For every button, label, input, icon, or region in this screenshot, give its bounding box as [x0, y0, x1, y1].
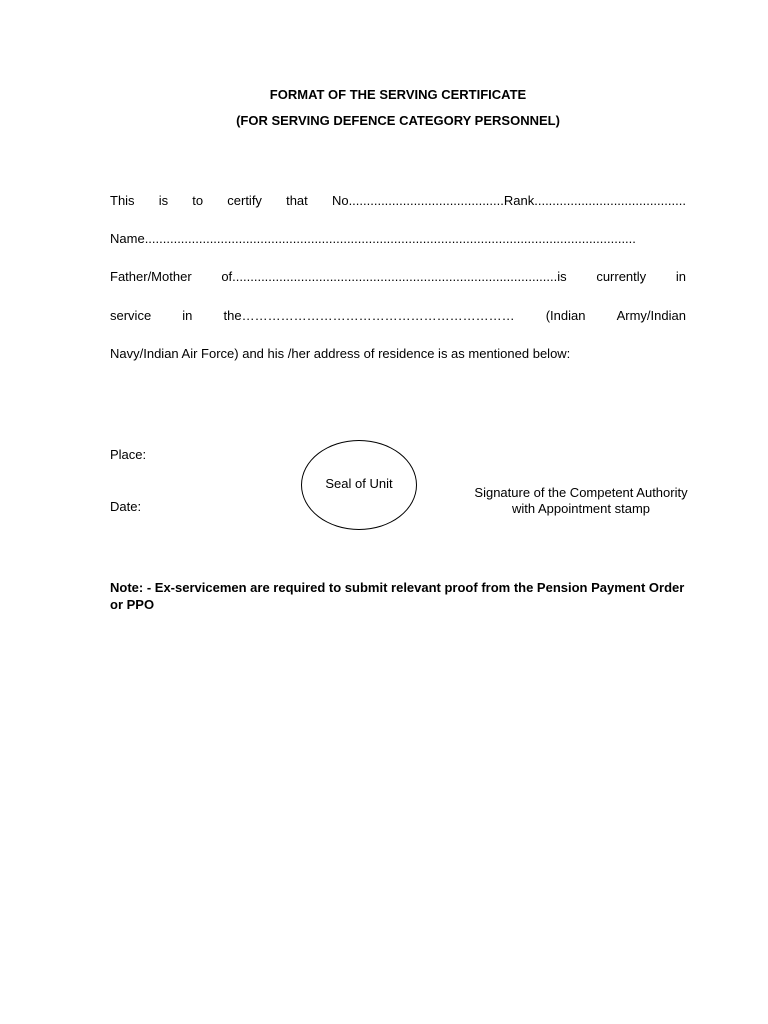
certificate-line-1 — [110, 193, 686, 208]
unit-blank: ……………………………………………………… — [241, 308, 515, 323]
signature-label-line-2: with Appointment stamp — [511, 501, 651, 516]
body-word: This — [110, 193, 135, 208]
ex-servicemen-note: Note: - Ex-servicemen are required to submit relevant proof from the Pension Payment Order or PPO — [110, 580, 685, 612]
body-word: in — [675, 269, 686, 284]
father-mother-label: Father/Mother — [110, 269, 192, 284]
body-word: is — [158, 193, 169, 208]
number-blank: ........................................... — [348, 193, 504, 208]
rank-blank: .......................................... — [534, 193, 686, 208]
number-rank-field — [332, 193, 686, 208]
name-label: Name — [110, 231, 145, 246]
body-word: certify — [227, 193, 262, 208]
seal-label: Seal of Unit — [325, 476, 393, 491]
number-label: No — [331, 193, 349, 208]
document-subtitle: (FOR SERVING DEFENCE CATEGORY PERSONNEL) — [236, 113, 560, 128]
certificate-line-3 — [110, 269, 686, 284]
parent-name-blank: .......................................................................................... — [232, 269, 558, 284]
unit-field — [224, 308, 515, 323]
body-word: in — [182, 308, 193, 323]
seal-of-unit-circle — [301, 440, 417, 530]
date-label: Date: — [110, 499, 142, 514]
the-label: the — [223, 308, 242, 323]
name-blank: ........................................................................................................................................ — [144, 231, 636, 246]
body-word: Army/Indian — [616, 308, 686, 323]
certificate-line-4 — [110, 308, 686, 323]
document-title: FORMAT OF THE SERVING CERTIFICATE — [269, 87, 527, 102]
certificate-line-5: Navy/Indian Air Force) and his /her address of residence is as mentioned below: — [110, 346, 571, 361]
body-word: to — [192, 193, 204, 208]
certificate-line-2 — [110, 231, 686, 246]
rank-label: Rank — [503, 193, 535, 208]
body-word: is — [557, 269, 567, 284]
body-word: (Indian — [545, 308, 586, 323]
signature-label-line-1: Signature of the Competent Authority — [474, 485, 688, 500]
place-label: Place: — [110, 447, 147, 462]
body-word: service — [110, 308, 152, 323]
of-label: of — [221, 269, 233, 284]
body-word: currently — [596, 269, 647, 284]
of-field — [221, 269, 566, 284]
body-word: that — [286, 193, 308, 208]
